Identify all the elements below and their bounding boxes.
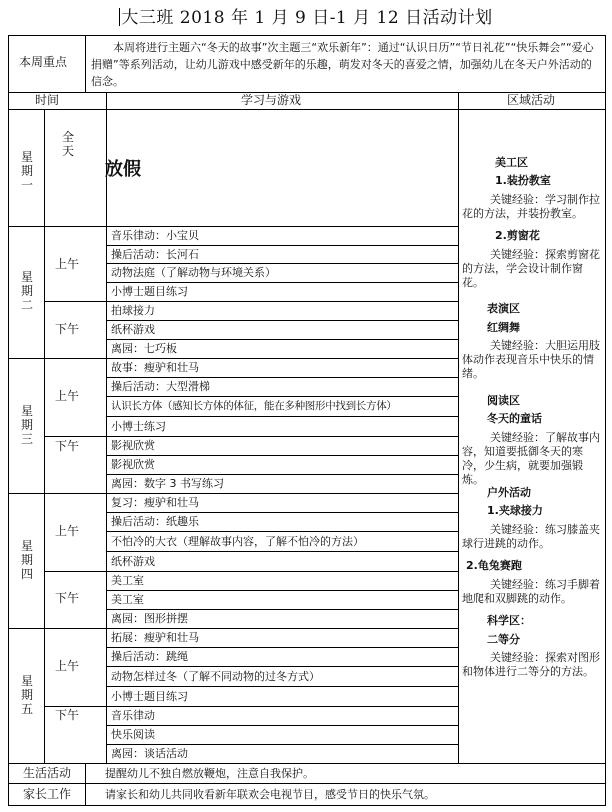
list-item: 音乐律动: [111, 709, 155, 722]
parents-label: 家长工作: [23, 787, 72, 801]
table-rule: [9, 226, 458, 227]
table-rule: [106, 647, 458, 648]
list-item: 音乐律动：小宝贝: [111, 229, 199, 242]
list-item: 故事：瘦驴和壮马: [111, 361, 199, 374]
day-label-thursday: 星 期 四: [20, 539, 33, 581]
plan-table: 本周重点 本周将进行主题六“冬天的故事”次主题三“欢乐新年”：通过“认识日历”“节日礼花”“快乐舞会”“爱心捐赠”等系列活动，让幼儿游戏中感受新年的乐趣，萌发对冬天的喜爱之情，加强幼儿在冬天户外活动的信念。 时间 学习与游戏 区域活动 星 期 一 全 天 放假 星 期 二 上午 下午 音乐律动：小宝贝 操后活动：长河石 动物法庭（了解动物与环境关系） 小博士题目练习 拍球接力 纸杯游戏 离园：七巧板 星 期 三 上午 下午 故事：瘦驴和壮马 操后活动：大型滑梯 认识长方体（感知长方体的体征，能在多种图形中找到长方体） 小博士练习 影视欣赏 影视欣赏 离园：数字 3 书写练习 星 期 四 上午 下午 复习：瘦驴和壮马 操后活动：纸趣乐 不怕冷的大衣（理解故事内容，了解不怕冷的方法） 纸杯游戏 美工室 美工室 离园：图形拼摆 星 期 五 上午 下午 拓展：瘦驴和壮马 操后活动：跳绳 动物怎样过冬（了解不同动物的过冬方式） 小博士题目练习 音乐律动 快乐阅读 离园：谈话活动 美工区 1.装扮教室 关键经验：学习制作拉花的方法，并装扮教室。 2.剪窗花 关键经验：探索剪窗花的方法，学会设计制作窗花。 表演区 红绸舞 关键经验：大胆运用肢体动作表现音乐中快乐的情绪。 阅读区 冬天的童话 关键经验：了解故事内容，知道要抵御冬天的寒冷，少生病，就要加强锻炼。 户外活动 1.夹球接力 关键经验：练习膝盖夹球行进跳的动作。 2.龟兔赛跑 关键经验：练习手脚着地爬和双脚跳的动作。 科学区： 二等分 关键经验：探索对图形和物体进行二等分的方法。 生活活动 提醒幼儿不独自燃放鞭炮，注意自我保护。 家长工作 请家长和幼儿共同收看新年联欢会电视节目，感受节日的快乐气氛。: [8, 35, 606, 806]
friday-am-label: 上午: [55, 659, 80, 673]
day-label-wednesday: 星 期 三: [20, 404, 33, 446]
tuesday-pm-label: 下午: [55, 322, 80, 336]
friday-pm-label: 下午: [55, 708, 80, 722]
table-rule: [106, 320, 458, 321]
table-rule: [106, 609, 458, 610]
table-rule: [85, 763, 86, 806]
table-rule: [9, 763, 605, 764]
table-rule: [106, 512, 458, 513]
focus-label: 本周重点: [19, 55, 68, 69]
table-rule: [9, 783, 605, 784]
table-rule: [106, 666, 458, 667]
life-label: 生活活动: [23, 766, 72, 780]
table-rule: [458, 92, 459, 763]
table-rule: [106, 455, 458, 456]
list-item: 离园：图形拼摆: [111, 612, 188, 625]
table-rule: [106, 263, 458, 264]
thursday-am-label: 上午: [55, 524, 80, 538]
list-item: 操后活动：跳绳: [111, 650, 188, 663]
table-rule: [9, 628, 458, 629]
thursday-pm-label: 下午: [55, 591, 80, 605]
header-learning: 学习与游戏: [241, 93, 302, 107]
list-item: 动物法庭（了解动物与环境关系）: [111, 266, 276, 279]
header-time: 时间: [35, 93, 60, 107]
table-rule: [106, 531, 458, 532]
list-item: 不怕冷的大衣（理解故事内容，了解不怕冷的方法）: [111, 535, 364, 548]
list-item: 纸杯游戏: [111, 555, 155, 568]
list-item: 小博士题目练习: [111, 690, 188, 703]
table-rule: [85, 36, 86, 92]
table-rule: [106, 590, 458, 591]
table-rule: [44, 109, 45, 763]
table-rule: [9, 493, 458, 494]
table-rule: [106, 744, 458, 745]
table-rule: [106, 725, 458, 726]
table-rule: [106, 551, 458, 552]
day-label-tuesday: 星 期 二: [20, 270, 33, 312]
list-item: 美工室: [111, 574, 144, 587]
monday-holiday: 放假: [105, 159, 141, 180]
day-label-friday: 星 期 五: [20, 674, 33, 716]
table-rule: [106, 396, 458, 397]
list-item: 影视欣赏: [111, 439, 155, 452]
table-rule: [106, 245, 458, 246]
wednesday-pm-label: 下午: [55, 439, 80, 453]
list-item: 拓展：瘦驴和壮马: [111, 631, 199, 644]
list-item: 快乐阅读: [111, 728, 155, 741]
table-rule: [9, 358, 458, 359]
page-title: 大三班 2018 年 1 月 9 日-1 月 12 日活动计划: [121, 8, 493, 28]
list-item: 美工室: [111, 593, 144, 606]
list-item: 动物怎样过冬（了解不同动物的过冬方式）: [111, 670, 320, 683]
list-item: 纸杯游戏: [111, 323, 155, 336]
day-label-monday: 星 期 一: [20, 150, 33, 192]
list-item: 认识长方体（感知长方体的体征，能在多种图形中找到长方体）: [111, 400, 397, 412]
wednesday-am-label: 上午: [55, 389, 80, 403]
table-rule: [106, 92, 107, 763]
list-item: 操后活动：纸趣乐: [111, 515, 199, 528]
table-rule: [9, 109, 605, 110]
list-item: 影视欣赏: [111, 458, 155, 471]
table-rule: [106, 282, 458, 283]
list-item: 离园：七巧板: [111, 342, 177, 355]
table-rule: [106, 474, 458, 475]
tuesday-am-label: 上午: [55, 257, 80, 271]
focus-text: 本周将进行主题六“冬天的故事”次主题三“欢乐新年”：通过“认识日历”“节日礼花”“快乐舞会”“爱心捐赠”等系列活动，让幼儿游戏中感受新年的乐趣，萌发对冬天的喜爱之情，加强幼儿在冬天户外活动的信念。: [91, 41, 594, 88]
list-item: 操后活动：大型滑梯: [111, 380, 210, 393]
table-rule: [106, 686, 458, 687]
table-rule: [106, 339, 458, 340]
monday-fullday-label: 全 天: [61, 130, 74, 158]
table-rule: [106, 377, 458, 378]
list-item: 小博士练习: [111, 420, 166, 433]
table-rule: [106, 416, 458, 417]
list-item: 拍球接力: [111, 304, 155, 317]
header-area: 区域活动: [507, 93, 556, 107]
list-item: 小博士题目练习: [111, 285, 188, 298]
parents-text: 请家长和幼儿共同收看新年联欢会电视节目，感受节日的快乐气氛。: [105, 788, 435, 801]
list-item: 离园：谈话活动: [111, 747, 188, 760]
life-text: 提醒幼儿不独自燃放鞭炮，注意自我保护。: [105, 767, 314, 780]
list-item: 离园：数字 3 书写练习: [111, 477, 224, 490]
list-item: 复习：瘦驴和壮马: [111, 496, 199, 509]
list-item: 操后活动：长河石: [111, 248, 199, 261]
